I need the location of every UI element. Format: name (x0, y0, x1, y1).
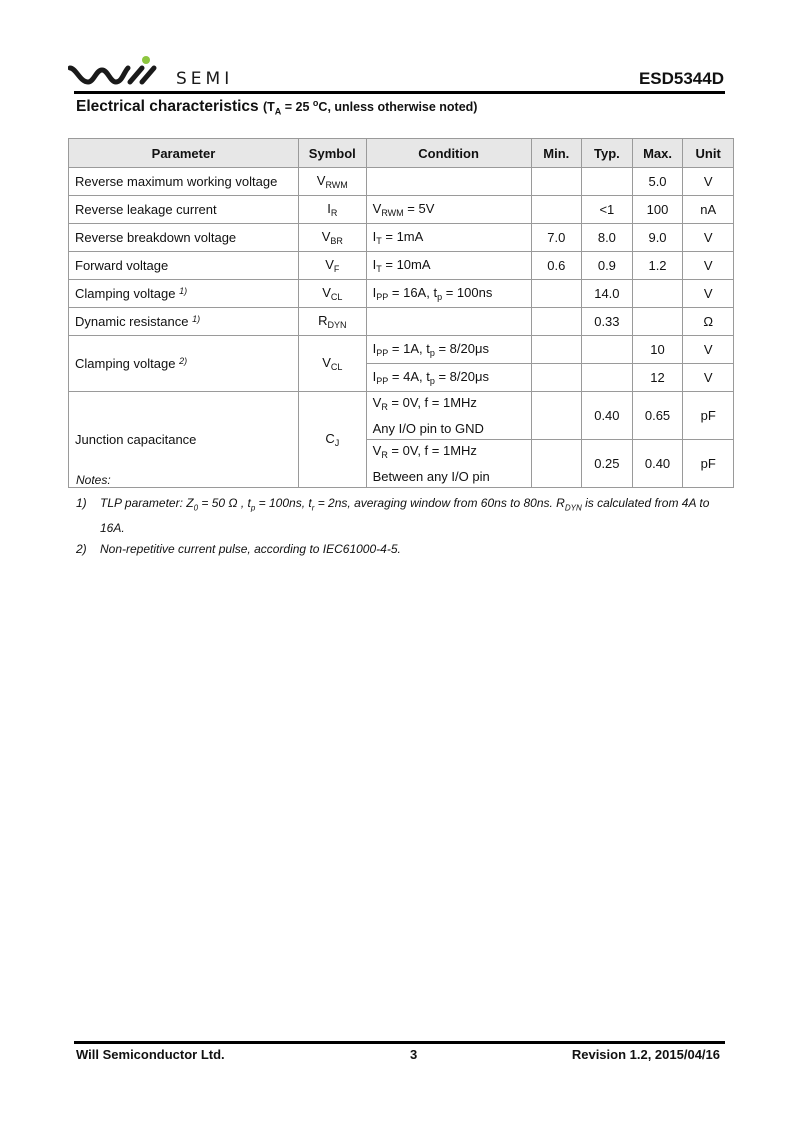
condition-cell: $I_{PP} = 4A$, $t_p = 8/20\mu s$ (366, 364, 531, 392)
note-item (76, 493, 736, 539)
max-cell: 5.0 (632, 168, 683, 196)
typ-cell: 0.25 (582, 440, 633, 488)
param-cell: Clamping voltage $^{2)}$ (69, 336, 299, 392)
typ-cell: 0.9 (582, 252, 633, 280)
footnote-ref: 2) (179, 356, 188, 366)
unit-cell: V (683, 252, 734, 280)
header-min: Min. (531, 139, 582, 168)
unit-cell: pF (683, 440, 734, 488)
max-cell (632, 308, 683, 336)
logo-dot-icon (142, 56, 150, 64)
condition-cell (366, 168, 531, 196)
table-row (69, 280, 734, 308)
table-row (69, 168, 734, 196)
max-cell: 0.40 (632, 440, 683, 488)
notes-section (76, 473, 736, 560)
will-logo-mark-icon (68, 56, 168, 90)
param-cell: Dynamic resistance $^{1)}$ (69, 308, 299, 336)
param-cell: Junction capacitance (69, 392, 299, 488)
condition-cell: $I_T = 10mA$ (366, 252, 531, 280)
typ-cell: 0.33 (582, 308, 633, 336)
max-cell: 0.65 (632, 392, 683, 440)
condition-cell (366, 308, 531, 336)
min-cell: 0.6 (531, 252, 582, 280)
typ-cell: 8.0 (582, 224, 633, 252)
max-cell: 9.0 (632, 224, 683, 252)
symbol-cell: $R_{DYN}$ (298, 308, 366, 336)
min-cell (531, 308, 582, 336)
min-cell (531, 280, 582, 308)
note-text: Non-repetitive current pulse, according to IEC61000-4-5. (100, 542, 401, 557)
section-title (76, 98, 477, 117)
document-id: ESD5344D (638, 69, 724, 88)
symbol-cell: $C_J$ (298, 392, 366, 488)
symbol-cell: $V_{BR}$ (298, 224, 366, 252)
table-row (69, 252, 734, 280)
footer-divider (74, 1041, 725, 1044)
typ-cell: <1 (582, 196, 633, 224)
header-unit: Unit (683, 139, 734, 168)
footnote-ref: 1) (179, 286, 188, 296)
unit-cell: nA (683, 196, 734, 224)
header-symbol: Symbol (298, 139, 366, 168)
min-cell: 7.0 (531, 224, 582, 252)
header-max: Max. (632, 139, 683, 168)
min-cell (531, 336, 582, 364)
table-row (69, 308, 734, 336)
condition-cell: $I_{PP} = 1A$, $t_p = 8/20\mu s$ (366, 336, 531, 364)
condition-cell: $V_R = 0V$, f = 1MHz Any I/O pin to GND (366, 392, 531, 440)
unit-cell: pF (683, 392, 734, 440)
max-cell: 1.2 (632, 252, 683, 280)
param-cell: Reverse maximum working voltage (69, 168, 299, 196)
typ-cell (582, 168, 633, 196)
typ-cell: 0.40 (582, 392, 633, 440)
typ-cell: 14.0 (582, 280, 633, 308)
unit-cell: V (683, 364, 734, 392)
header-parameter: Parameter (69, 139, 299, 168)
table-header-row (69, 139, 734, 168)
min-cell (531, 168, 582, 196)
condition-cell: $I_T = 1mA$ (366, 224, 531, 252)
min-cell (531, 196, 582, 224)
footnote-ref: 1) (192, 314, 201, 324)
param-cell: Reverse breakdown voltage (69, 224, 299, 252)
unit-cell: V (683, 224, 734, 252)
min-cell (531, 364, 582, 392)
unit-cell: V (683, 280, 734, 308)
note-number: 2) (76, 542, 87, 557)
unit-cell: Ω (683, 308, 734, 336)
param-cell: Forward voltage (69, 252, 299, 280)
notes-heading: Notes: (76, 473, 111, 487)
symbol-cell: $I_R$ (298, 196, 366, 224)
table-row (69, 196, 734, 224)
header-typ: Typ. (582, 139, 633, 168)
will-semi-logo (68, 56, 258, 90)
symbol-cell: $V_{CL}$ (298, 336, 366, 392)
typ-cell (582, 336, 633, 364)
footer-company: Will Semiconductor Ltd. (76, 1047, 225, 1062)
unit-cell: V (683, 168, 734, 196)
symbol-cell: $V_{RWM}$ (298, 168, 366, 196)
page-number: 3 (410, 1047, 418, 1062)
symbol-cell: $V_F$ (298, 252, 366, 280)
condition-cell: $V_{RWM} = 5V$ (366, 196, 531, 224)
max-cell: 100 (632, 196, 683, 224)
max-cell (632, 280, 683, 308)
header-condition: Condition (366, 139, 531, 168)
max-cell: 10 (632, 336, 683, 364)
min-cell (531, 392, 582, 440)
unit-cell: V (683, 336, 734, 364)
header-divider (74, 91, 725, 94)
note-item (76, 539, 736, 560)
typ-cell (582, 364, 633, 392)
electrical-characteristics-table (68, 138, 734, 488)
condition-cell: $I_{PP} = 16A$, $t_p = 100ns$ (366, 280, 531, 308)
section-title-text: Electrical characteristics (76, 98, 259, 116)
footer-revision: Revision 1.2, 2015/04/16 (571, 1047, 720, 1062)
section-conditions: ($T_A = 25$ $^o$C, unless otherwise noted) (262, 98, 478, 117)
param-cell: Clamping voltage $^{1)}$ (69, 280, 299, 308)
table-row (69, 224, 734, 252)
table-row (69, 392, 734, 440)
condition-cell: $V_R = 0V$, f = 1MHz Between any I/O pin (366, 440, 531, 488)
logo-text: SEMI (176, 69, 234, 89)
symbol-cell: $V_{CL}$ (298, 280, 366, 308)
note-number: 1) (76, 496, 87, 510)
note-text: TLP parameter: $Z_0 = 50$ Ω , $t_p = 100ns$, $t_r = 2ns$, averaging window from 60ns to 80ns. $R_{DYN}$ is calculated from 4A to 16A. (100, 496, 710, 536)
param-cell: Reverse leakage current (69, 196, 299, 224)
table-row (69, 336, 734, 364)
max-cell: 12 (632, 364, 683, 392)
